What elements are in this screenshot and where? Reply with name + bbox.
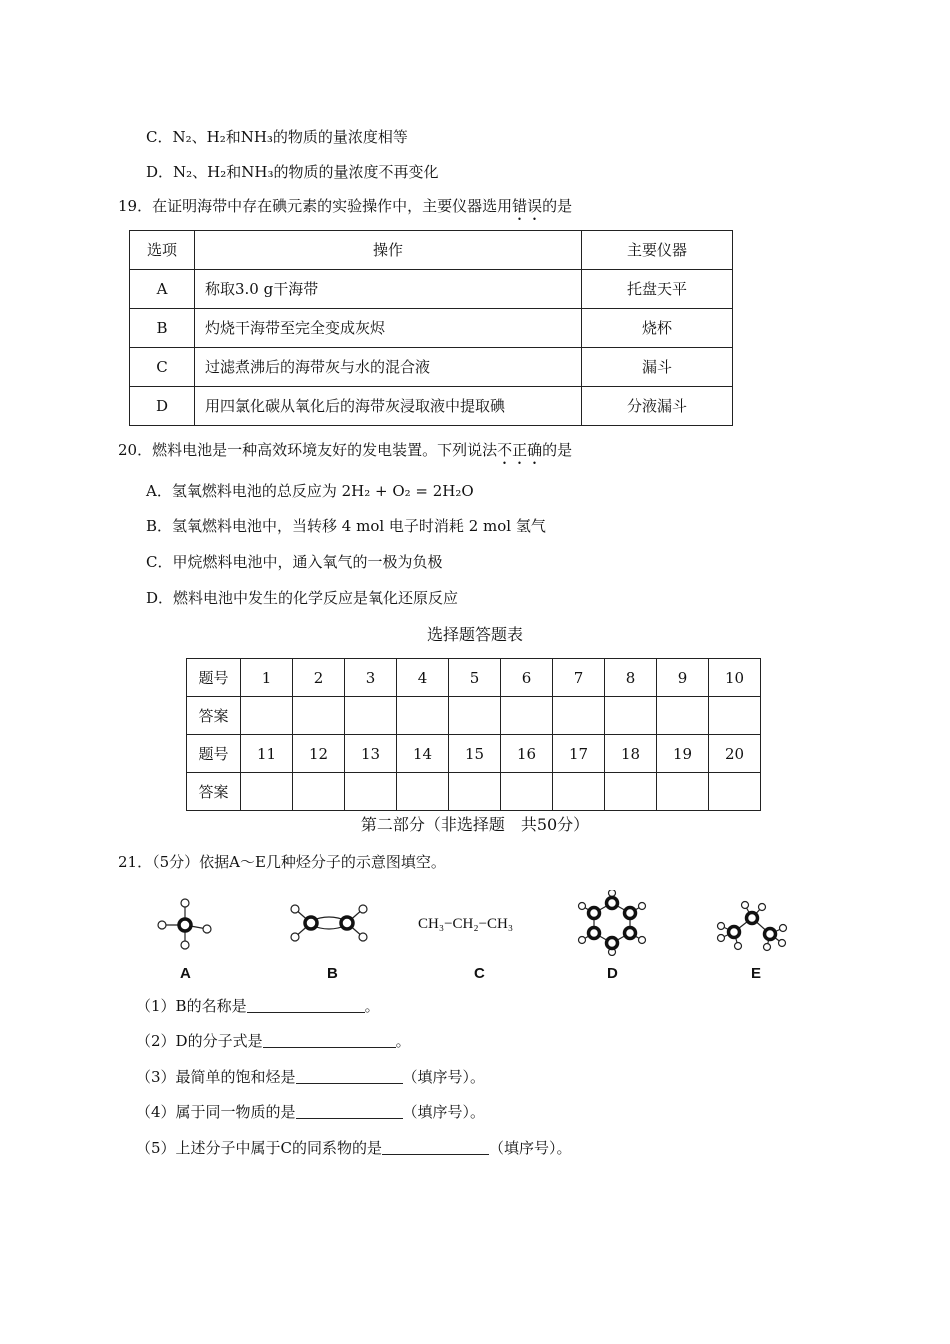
q21-sub1	[136, 996, 380, 1016]
answer-input-row	[187, 697, 761, 735]
answer-cell[interactable]	[449, 697, 501, 735]
question-number: 8	[605, 659, 657, 697]
answer-cell[interactable]	[501, 773, 553, 811]
row-option: B	[130, 309, 195, 348]
row-operation: 用四氯化碳从氧化后的海带灰浸取液中提取碘	[195, 387, 582, 426]
q21-sub2	[136, 1031, 411, 1051]
answer-cell[interactable]	[657, 773, 709, 811]
question-number: 5	[449, 659, 501, 697]
molecule-label-c: C	[474, 965, 485, 982]
question-number: 19	[657, 735, 709, 773]
answer-blank-1[interactable]	[247, 996, 365, 1013]
q21-sub4	[136, 1102, 485, 1122]
answer-cell[interactable]	[709, 773, 761, 811]
molecule-c-formula: CH₃−CH₂−CH₃	[418, 916, 514, 932]
question-number: 18	[605, 735, 657, 773]
part2-title: 第二部分（非选择题 共50分）	[360, 815, 590, 834]
q20-option-c: C．甲烷燃料电池中，通入氧气的一极为负极	[146, 553, 443, 571]
answer-input-row	[187, 773, 761, 811]
answer-cell[interactable]	[553, 697, 605, 735]
answer-blank-4[interactable]	[296, 1102, 403, 1119]
q19-stem-suffix: 的是	[542, 197, 573, 215]
question-number: 11	[241, 735, 293, 773]
row-operation: 过滤煮沸后的海带灰与水的混合液	[195, 348, 582, 387]
row-label-answer: 答案	[187, 697, 241, 735]
answer-number-row	[187, 735, 761, 773]
row-operation: 称取3.0 g干海带	[195, 270, 582, 309]
q21-sub1-prompt: （1）B的名称是	[136, 997, 247, 1015]
q19-stem-emphasis: 错误	[512, 197, 543, 215]
answer-cell[interactable]	[241, 773, 293, 811]
table-row	[130, 348, 733, 387]
question-number: 9	[657, 659, 709, 697]
header-instrument: 主要仪器	[582, 231, 733, 270]
answer-cell[interactable]	[241, 697, 293, 735]
answer-table-title: 选择题答题表	[426, 625, 523, 644]
molecule-a-methane-diagram	[150, 895, 220, 955]
q19-table	[129, 230, 733, 426]
answer-table	[186, 658, 761, 811]
q20-stem-emphasis: 不正确	[497, 441, 543, 459]
q19-stem	[118, 196, 572, 224]
answer-blank-5[interactable]	[382, 1138, 489, 1155]
answer-cell[interactable]	[293, 773, 345, 811]
q20-stem-prefix: 20．燃料电池是一种高效环境友好的发电装置。下列说法	[118, 441, 498, 459]
question-number: 15	[449, 735, 501, 773]
table-row	[130, 387, 733, 426]
q21-sub3	[136, 1067, 485, 1087]
q21-stem: 21．（5分）依据A～E几种烃分子的示意图填空。	[118, 853, 446, 871]
row-option: D	[130, 387, 195, 426]
q20-stem	[118, 440, 572, 468]
answer-cell[interactable]	[397, 773, 449, 811]
row-instrument: 分液漏斗	[582, 387, 733, 426]
table-header-row	[130, 231, 733, 270]
q20-option-a: A．氢氧燃料电池的总反应为 2H₂ + O₂ = 2H₂O	[146, 482, 474, 500]
answer-cell[interactable]	[501, 697, 553, 735]
question-number: 12	[293, 735, 345, 773]
q21-sub5-suffix: （填序号）。	[489, 1139, 572, 1157]
answer-cell[interactable]	[345, 773, 397, 811]
question-number: 10	[709, 659, 761, 697]
q20-stem-suffix: 的是	[542, 441, 573, 459]
row-label-answer: 答案	[187, 773, 241, 811]
answer-blank-3[interactable]	[296, 1067, 403, 1084]
answer-blank-2[interactable]	[263, 1031, 396, 1048]
question-number: 13	[345, 735, 397, 773]
molecule-label-b: B	[327, 965, 338, 982]
molecule-e-propane-diagram	[712, 898, 794, 952]
question-number: 14	[397, 735, 449, 773]
question-number: 7	[553, 659, 605, 697]
molecule-label-e: E	[751, 965, 762, 982]
row-instrument: 漏斗	[582, 348, 733, 387]
answer-cell[interactable]	[605, 697, 657, 735]
header-option: 选项	[130, 231, 195, 270]
row-label-number: 题号	[187, 735, 241, 773]
q21-sub1-suffix: 。	[364, 997, 380, 1015]
answer-cell[interactable]	[345, 697, 397, 735]
question-number: 17	[553, 735, 605, 773]
molecule-b-ethylene-diagram	[283, 900, 383, 946]
q18-option-d: D．N₂、H₂和NH₃的物质的量浓度不再变化	[146, 163, 439, 181]
table-row	[130, 270, 733, 309]
question-number: 6	[501, 659, 553, 697]
answer-cell[interactable]	[553, 773, 605, 811]
row-option: C	[130, 348, 195, 387]
question-number: 16	[501, 735, 553, 773]
answer-cell[interactable]	[397, 697, 449, 735]
answer-number-row	[187, 659, 761, 697]
molecule-label-d: D	[607, 965, 618, 982]
question-number: 4	[397, 659, 449, 697]
q21-sub2-prompt: （2）D的分子式是	[136, 1032, 263, 1050]
question-number: 1	[241, 659, 293, 697]
answer-cell[interactable]	[657, 697, 709, 735]
q20-option-b: B．氢氧燃料电池中，当转移 4 mol 电子时消耗 2 mol 氢气	[146, 517, 546, 535]
molecule-d-benzene-diagram	[568, 890, 658, 956]
row-instrument: 烧杯	[582, 309, 733, 348]
q21-sub5-prompt: （5）上述分子中属于C的同系物的是	[136, 1139, 383, 1157]
q21-sub2-suffix: 。	[395, 1032, 411, 1050]
row-label-number: 题号	[187, 659, 241, 697]
answer-cell[interactable]	[605, 773, 657, 811]
answer-cell[interactable]	[293, 697, 345, 735]
question-number: 2	[293, 659, 345, 697]
q19-stem-prefix: 19．在证明海带中存在碘元素的实验操作中，主要仪器选用	[118, 197, 513, 215]
q21-sub3-suffix: （填序号）。	[402, 1068, 486, 1086]
q21-sub4-suffix: （填序号）。	[402, 1103, 486, 1121]
header-operation: 操作	[195, 231, 582, 270]
molecule-label-a: A	[180, 965, 191, 982]
answer-cell[interactable]	[449, 773, 501, 811]
q20-option-d: D．燃料电池中发生的化学反应是氧化还原反应	[146, 589, 459, 607]
row-instrument: 托盘天平	[582, 270, 733, 309]
row-operation: 灼烧干海带至完全变成灰烬	[195, 309, 582, 348]
q21-sub3-prompt: （3）最简单的饱和烃是	[136, 1068, 296, 1086]
row-option: A	[130, 270, 195, 309]
question-number: 20	[709, 735, 761, 773]
table-row	[130, 309, 733, 348]
q21-sub5	[136, 1138, 572, 1158]
q18-option-c: C．N₂、H₂和NH₃的物质的量浓度相等	[146, 128, 408, 146]
answer-cell[interactable]	[709, 697, 761, 735]
q21-sub4-prompt: （4）属于同一物质的是	[136, 1103, 296, 1121]
question-number: 3	[345, 659, 397, 697]
